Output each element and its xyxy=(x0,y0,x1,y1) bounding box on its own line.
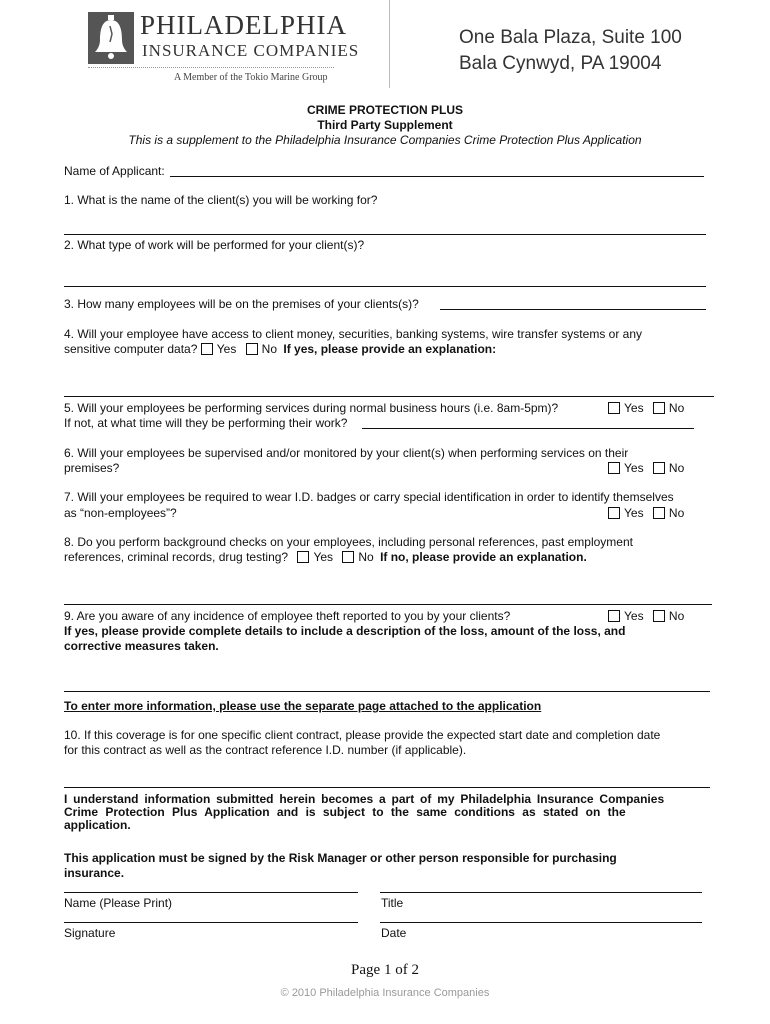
question-3: 3. How many employees will be on the premises of your clients(s)? xyxy=(64,297,419,311)
question-7-line2: as “non-employees”? xyxy=(64,506,177,520)
q5-yes-checkbox[interactable] xyxy=(608,402,620,414)
q9-yes-checkbox[interactable] xyxy=(608,610,620,622)
q4-yes-checkbox[interactable] xyxy=(201,343,213,355)
q7-options xyxy=(608,506,684,521)
date-label: Date xyxy=(381,926,407,940)
question-10-line2: for this contract as well as the contract reference I.D. number (if applicable). xyxy=(64,743,467,757)
logo-divider xyxy=(88,67,334,68)
applicant-label: Name of Applicant: xyxy=(64,164,165,178)
q4-no-checkbox[interactable] xyxy=(246,343,258,355)
understand-line3: application. xyxy=(64,818,131,832)
answer-2-field[interactable] xyxy=(64,286,706,287)
q4-note: If yes, please provide an explanation: xyxy=(283,342,497,356)
more-info-note: To enter more information, please use the separate page attached to the application xyxy=(64,699,542,713)
question-2: 2. What type of work will be performed for your client(s)? xyxy=(64,238,365,252)
q6-yes-checkbox[interactable] xyxy=(608,462,620,474)
signature-field[interactable] xyxy=(64,922,358,923)
form-description: This is a supplement to the Philadelphia Insurance Companies Crime Protection Plus Application xyxy=(128,133,642,147)
q8-yes-label: Yes xyxy=(313,550,334,564)
q9-note-line1: If yes, please provide complete details to include a description of the loss, amount of the loss, and xyxy=(64,624,626,638)
question-4-line1: 4. Will your employee have access to client money, securities, banking systems, wire transfer systems or any xyxy=(64,327,642,341)
question-9-line1: 9. Are you aware of any incidence of employee theft reported to you by your clients? xyxy=(64,609,511,623)
question-8-line2 xyxy=(64,550,587,565)
q7-yes-label: Yes xyxy=(624,506,644,520)
q5-options xyxy=(608,401,684,416)
title-label: Title xyxy=(381,896,404,910)
understand-line2: Crime Protection Plus Application and is subject to the same conditions as stated on the xyxy=(64,805,626,819)
page-number: Page 1 of 2 xyxy=(351,962,419,978)
applicant-field[interactable] xyxy=(170,176,704,177)
q9-no-label: No xyxy=(668,609,685,623)
title-field[interactable] xyxy=(380,892,702,893)
q8-no-checkbox[interactable] xyxy=(342,551,354,563)
question-5-line2: If not, at what time will they be performing their work? xyxy=(64,416,348,430)
answer-5-field[interactable] xyxy=(362,428,694,429)
q5-no-label: No xyxy=(668,401,685,415)
form-subtitle: Third Party Supplement xyxy=(317,118,453,132)
q6-yes-label: Yes xyxy=(624,461,644,475)
answer-1-field[interactable] xyxy=(64,234,706,235)
question-5-line1: 5. Will your employees be performing services during normal business hours (i.e. 8am-5pm)? xyxy=(64,401,559,415)
question-7-line1: 7. Will your employees be required to wear I.D. badges or carry special identification in order to identify themselves xyxy=(64,490,674,504)
date-field[interactable] xyxy=(380,922,702,923)
q7-no-label: No xyxy=(668,506,685,520)
q6-no-checkbox[interactable] xyxy=(653,462,665,474)
answer-4-field[interactable] xyxy=(64,396,714,397)
q7-yes-checkbox[interactable] xyxy=(608,507,620,519)
understand-line1: I understand information submitted herein becomes a part of my Philadelphia Insurance Companies xyxy=(64,792,665,806)
q8-no-label: No xyxy=(358,550,374,564)
sign-note-line2: insurance. xyxy=(64,866,125,880)
q4-no-label: No xyxy=(261,342,278,356)
member-line: A Member of the Tokio Marine Group xyxy=(174,72,328,83)
question-1: 1. What is the name of the client(s) you will be working for? xyxy=(64,193,378,207)
q9-no-checkbox[interactable] xyxy=(653,610,665,622)
q5-no-checkbox[interactable] xyxy=(653,402,665,414)
form-title: CRIME PROTECTION PLUS xyxy=(306,103,463,117)
question-4-line2 xyxy=(64,342,496,357)
q6-options xyxy=(608,461,684,476)
company-logo xyxy=(86,10,360,90)
q7-no-checkbox[interactable] xyxy=(653,507,665,519)
address-line1: One Bala Plaza, Suite 100 xyxy=(459,27,682,48)
name-print-field[interactable] xyxy=(64,892,358,893)
q4-yes-label: Yes xyxy=(216,342,237,356)
question-8-line1: 8. Do you perform background checks on your employees, including personal references, past employment xyxy=(64,535,633,549)
question-10-line1: 10. If this coverage is for one specific client contract, please provide the expected start date and completion date xyxy=(64,728,661,742)
question-6-line2: premises? xyxy=(64,461,120,475)
q8-yes-checkbox[interactable] xyxy=(297,551,309,563)
header-separator xyxy=(389,0,390,88)
q8-note: If no, please provide an explanation. xyxy=(380,550,587,564)
signature-label: Signature xyxy=(64,926,116,940)
sign-note-line1: This application must be signed by the Risk Manager or other person responsible for purchasing xyxy=(64,851,617,865)
company-name-line1: PHILADELPHIA xyxy=(140,10,347,40)
answer-9-field[interactable] xyxy=(64,691,710,692)
question-6-line1: 6. Will your employees be supervised and/or monitored by your client(s) when performing services on their xyxy=(64,446,629,460)
q6-no-label: No xyxy=(668,461,685,475)
q5-yes-label: Yes xyxy=(624,401,644,415)
question-4-text: sensitive computer data? xyxy=(64,342,198,356)
q9-options xyxy=(608,609,684,624)
answer-8-field[interactable] xyxy=(64,604,712,605)
copyright: © 2010 Philadelphia Insurance Companies xyxy=(280,987,490,999)
q9-yes-label: Yes xyxy=(624,609,644,623)
address-line2: Bala Cynwyd, PA 19004 xyxy=(459,53,662,74)
answer-10-field[interactable] xyxy=(64,787,710,788)
liberty-bell-icon xyxy=(88,12,134,64)
answer-3-field[interactable] xyxy=(440,309,706,310)
question-8-text: references, criminal records, drug testing? xyxy=(64,550,289,564)
name-print-label: Name (Please Print) xyxy=(64,896,173,910)
company-name-line2: INSURANCE COMPANIES xyxy=(142,41,360,60)
q9-note-line2: corrective measures taken. xyxy=(64,639,219,653)
